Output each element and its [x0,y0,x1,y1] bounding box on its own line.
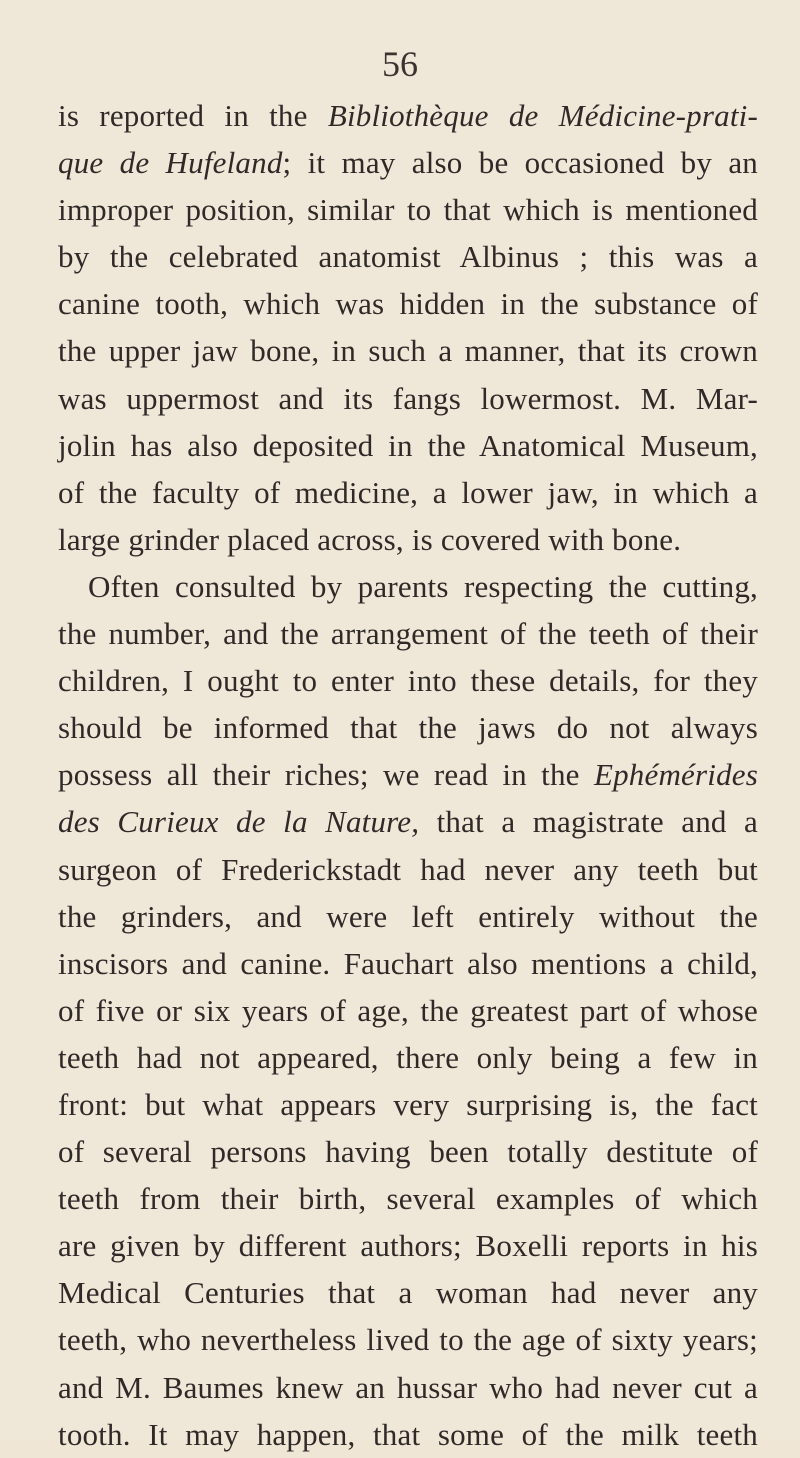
text-line [58,1081,758,1128]
text-run: of several persons having been totally destitute of [58,1134,758,1170]
text-line [58,1316,758,1363]
text-run: possess all their riches; we read in the [58,757,594,793]
text-run: that a magistrate and a [419,804,758,840]
text-line [58,657,758,704]
text-line [58,422,758,469]
text-run: jolin has also deposited in the Anatomical Museum, [58,427,758,463]
text-line [58,1128,758,1175]
text-run: front: but what appears very surprising is, the fact [58,1086,758,1122]
text-line [58,1034,758,1081]
text-run: by the celebrated anatomist Albinus ; this was a [58,239,758,275]
text-line [58,375,758,422]
text-run: teeth, who nevertheless lived to the age of sixty years; [58,1322,758,1358]
text-line [58,798,758,845]
text-line [58,563,758,610]
text-run: ; it may also be occasioned by an [282,145,758,181]
text-run: the number, and the arrangement of the teeth of their [58,616,758,652]
text-run: canine tooth, which was hidden in the substance of [58,286,758,322]
text-run: is reported in the [58,98,328,133]
text-line [58,1222,758,1269]
text-run: large grinder placed across, is covered with bone. [58,521,682,557]
text-run: of five or six years of age, the greatest part of whose [58,992,758,1028]
text-run: of the faculty of medicine, a lower jaw, in which a [58,474,758,510]
text-run: was uppermost and its fangs lowermost. M. Mar- [58,380,758,416]
text-run: the upper jaw bone, in such a manner, that its crown [58,333,758,369]
text-line [58,846,758,893]
text-run [489,98,509,133]
italic-text: des Curieux de la Nature, [58,804,420,840]
text-run: tooth. It may happen, that some of the milk teeth [58,1416,758,1452]
text-line [58,940,758,987]
text-run: the grinders, and were left entirely without the [58,898,758,934]
text-run: surgeon of Frederickstadt had never any teeth but [58,851,758,887]
text-line [58,280,758,327]
text-run [539,98,559,133]
text-run: Often consulted by parents respecting the cutting, [88,568,758,604]
page-number: 56 [382,44,418,84]
text-run: should be informed that the jaws do not always [58,710,758,746]
italic-text: de [508,98,539,133]
text-run: are given by different authors; Boxelli reports in his [58,1228,758,1264]
text-line [58,1269,758,1316]
text-run: teeth from their birth, several examples of which [58,1181,758,1217]
text-run: teeth had not appeared, there only being a few in [58,1039,758,1075]
text-line [58,1175,758,1222]
text-line [58,610,758,657]
text-line [58,186,758,233]
italic-text: Ephémérides [593,757,758,793]
text-line [58,751,758,798]
text-line [58,327,758,374]
text-line [58,469,758,516]
text-run: improper position, similar to that which is mentioned [58,192,758,228]
text-run: and M. Baumes knew an hussar who had never cut a [58,1369,758,1405]
text-line [58,893,758,940]
text-run: children, I ought to enter into these details, for they [58,663,758,699]
body-text [58,92,758,1458]
italic-text: que de Hufeland [58,145,283,181]
text-line [58,704,758,751]
text-line [58,1411,758,1458]
text-line [58,1364,758,1411]
italic-text: Médicine-prati- [558,98,758,133]
italic-text: Bibliothèque [327,98,489,133]
text-run: inscisors and canine. Fauchart also mentions a child, [58,945,758,981]
text-line [58,987,758,1034]
text-run: Medical Centuries that a woman had never any [58,1275,758,1311]
text-line [58,92,758,139]
text-line [58,139,758,186]
text-line [58,233,758,280]
text-line [58,516,758,563]
